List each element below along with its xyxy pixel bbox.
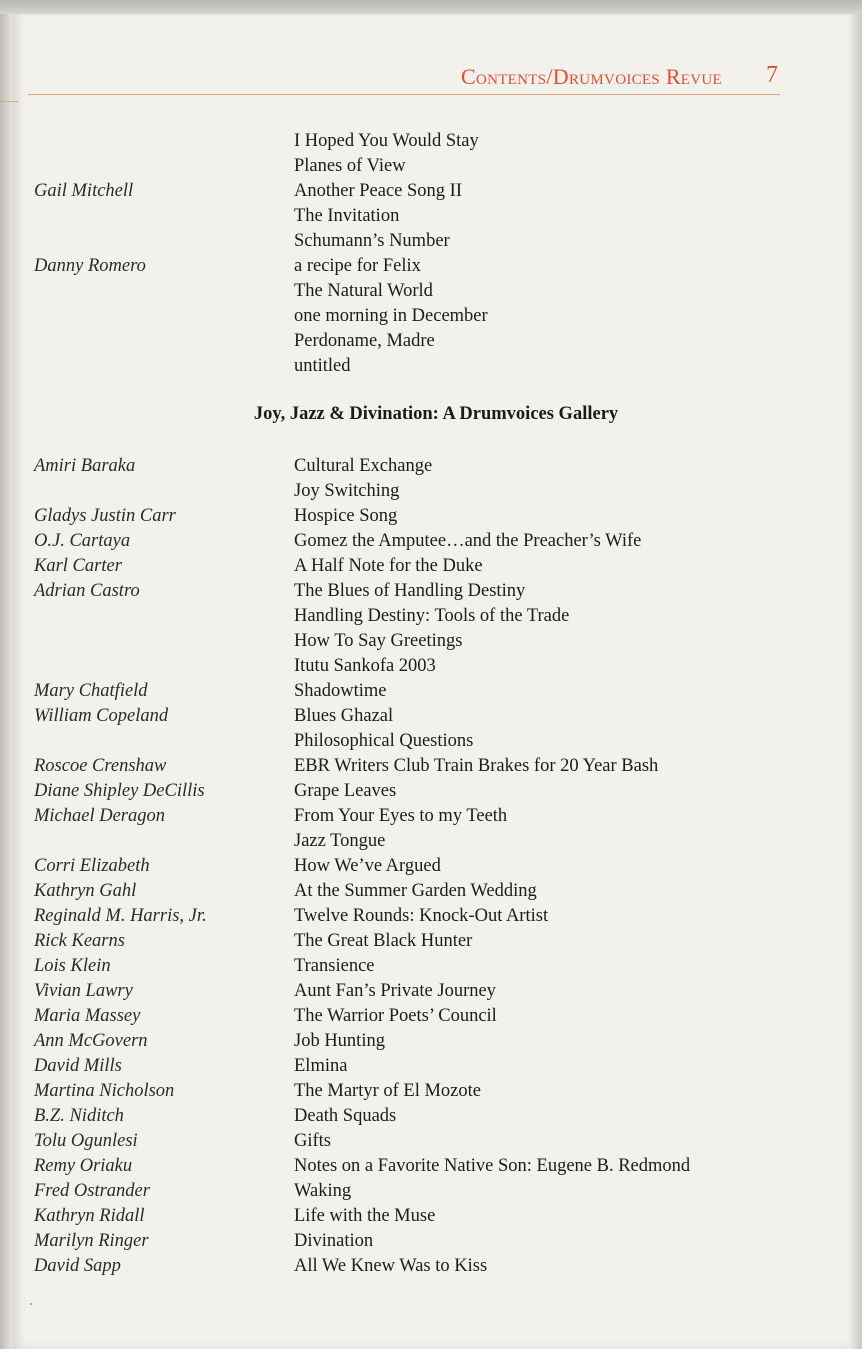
toc-row — [0, 1079, 862, 1104]
toc-title: Transience — [294, 956, 375, 976]
toc-row — [0, 829, 862, 854]
toc-row — [0, 479, 862, 504]
toc-row — [0, 454, 862, 479]
toc-row — [0, 1029, 862, 1054]
toc-row — [0, 1204, 862, 1229]
toc-title: How To Say Greetings — [294, 631, 463, 651]
toc-title: The Warrior Poets’ Council — [294, 1006, 497, 1026]
toc-row — [0, 979, 862, 1004]
toc-title: How We’ve Argued — [294, 856, 441, 876]
toc-row — [0, 1154, 862, 1179]
toc-author: Maria Massey — [34, 1006, 141, 1026]
toc-row — [0, 529, 862, 554]
toc-row — [0, 679, 862, 704]
page-speck — [30, 1303, 32, 1305]
toc-title: Another Peace Song II — [294, 181, 462, 201]
toc-row — [0, 129, 862, 154]
toc-title: Joy Switching — [294, 481, 400, 501]
toc-title: one morning in December — [294, 306, 488, 326]
toc-row — [0, 729, 862, 754]
toc-row — [0, 1254, 862, 1279]
toc-author: O.J. Cartaya — [34, 531, 131, 551]
toc-row — [0, 954, 862, 979]
toc-author: Roscoe Crenshaw — [34, 756, 167, 776]
toc-row — [0, 1129, 862, 1154]
toc-author: Danny Romero — [34, 256, 146, 276]
toc-row — [0, 554, 862, 579]
toc-title: Perdoname, Madre — [294, 331, 435, 351]
section-heading: Joy, Jazz & Divination: A Drumvoices Gallery — [253, 404, 619, 424]
page-top-edge — [0, 0, 862, 14]
toc-row — [0, 229, 862, 254]
toc-title: Blues Ghazal — [294, 706, 394, 726]
toc-author: Marilyn Ringer — [34, 1231, 149, 1251]
toc-author: Corri Elizabeth — [34, 856, 150, 876]
toc-author: Lois Klein — [34, 956, 111, 976]
toc-row — [0, 504, 862, 529]
page-number: 7 — [766, 62, 778, 88]
toc-author: Gladys Justin Carr — [34, 506, 176, 526]
toc-title: A Half Note for the Duke — [294, 556, 483, 576]
toc-row — [0, 779, 862, 804]
toc-author: David Mills — [34, 1056, 122, 1076]
toc-title: Itutu Sankofa 2003 — [294, 656, 436, 676]
toc-row — [0, 354, 862, 379]
toc-title: Cultural Exchange — [294, 456, 433, 476]
toc-author: Diane Shipley DeCillis — [34, 781, 205, 801]
toc-title: The Martyr of El Mozote — [294, 1081, 481, 1101]
toc-title: Waking — [294, 1181, 352, 1201]
toc-author: Rick Kearns — [34, 931, 125, 951]
toc-title: The Blues of Handling Destiny — [294, 581, 526, 601]
toc-row — [0, 329, 862, 354]
toc-row — [0, 654, 862, 679]
toc-title: Notes on a Favorite Native Son: Eugene B. Redmond — [294, 1156, 691, 1176]
toc-author: Vivian Lawry — [34, 981, 133, 1001]
toc-title: Grape Leaves — [294, 781, 397, 801]
toc-author: William Copeland — [34, 706, 169, 726]
toc-row — [0, 1104, 862, 1129]
toc-row — [0, 879, 862, 904]
toc-author: Amiri Baraka — [34, 456, 136, 476]
toc-row — [0, 804, 862, 829]
toc-author: Ann McGovern — [34, 1031, 148, 1051]
toc-author: Tolu Ogunlesi — [34, 1131, 138, 1151]
margin-rule — [0, 101, 18, 102]
toc-row — [0, 854, 862, 879]
toc-title: Handling Destiny: Tools of the Trade — [294, 606, 570, 626]
toc-title: Divination — [294, 1231, 374, 1251]
toc-author: David Sapp — [34, 1256, 121, 1276]
toc-title: a recipe for Felix — [294, 256, 421, 276]
toc-title: Hospice Song — [294, 506, 398, 526]
toc-row — [0, 254, 862, 279]
toc-title: Twelve Rounds: Knock-Out Artist — [294, 906, 549, 926]
toc-title: The Natural World — [294, 281, 433, 301]
running-header-title: Contents/Drumvoices Revue — [460, 64, 722, 89]
toc-row — [0, 1054, 862, 1079]
toc-author: B.Z. Niditch — [34, 1106, 124, 1126]
toc-row — [0, 1179, 862, 1204]
toc-row — [0, 704, 862, 729]
toc-author: Adrian Castro — [34, 581, 140, 601]
toc-title: Gifts — [294, 1131, 331, 1151]
toc-author: Martina Nicholson — [34, 1081, 175, 1101]
toc-row — [0, 579, 862, 604]
running-header — [28, 62, 780, 95]
toc-author: Remy Oriaku — [34, 1156, 133, 1176]
toc-row — [0, 754, 862, 779]
toc-row — [0, 904, 862, 929]
toc-title: Death Squads — [294, 1106, 397, 1126]
toc-title: Planes of View — [294, 156, 406, 176]
toc-author: Kathryn Gahl — [34, 881, 137, 901]
toc-title: The Invitation — [294, 206, 400, 226]
toc-title: At the Summer Garden Wedding — [294, 881, 537, 901]
toc-title: I Hoped You Would Stay — [294, 131, 479, 151]
toc-title: All We Knew Was to Kiss — [294, 1256, 488, 1276]
toc-title: Schumann’s Number — [294, 231, 450, 251]
toc-row — [0, 279, 862, 304]
toc-title: From Your Eyes to my Teeth — [294, 806, 508, 826]
toc-author: Mary Chatfield — [34, 681, 148, 701]
toc-row — [0, 179, 862, 204]
toc-row — [0, 1004, 862, 1029]
toc-author: Gail Mitchell — [34, 181, 134, 201]
toc-row — [0, 154, 862, 179]
toc-title: Elmina — [294, 1056, 348, 1076]
toc-author: Reginald M. Harris, Jr. — [34, 906, 207, 926]
toc-title: Gomez the Amputee…and the Preacher’s Wife — [294, 531, 642, 551]
toc-row — [0, 929, 862, 954]
toc-title: Aunt Fan’s Private Journey — [294, 981, 496, 1001]
toc-author: Kathryn Ridall — [34, 1206, 145, 1226]
toc-row — [0, 629, 862, 654]
toc-title: The Great Black Hunter — [294, 931, 473, 951]
toc-title: Jazz Tongue — [294, 831, 386, 851]
toc-row — [0, 1229, 862, 1254]
toc-title: Life with the Muse — [294, 1206, 436, 1226]
toc-row — [0, 304, 862, 329]
toc-title: untitled — [294, 356, 351, 376]
toc-row — [0, 604, 862, 629]
toc-author: Michael Deragon — [34, 806, 166, 826]
toc-author: Fred Ostrander — [34, 1181, 150, 1201]
toc-title: Shadowtime — [294, 681, 387, 701]
toc-title: Philosophical Questions — [294, 731, 474, 751]
toc-row — [0, 204, 862, 229]
toc-title: Job Hunting — [294, 1031, 385, 1051]
toc-author: Karl Carter — [34, 556, 122, 576]
toc-title: EBR Writers Club Train Brakes for 20 Year Bash — [294, 756, 659, 776]
